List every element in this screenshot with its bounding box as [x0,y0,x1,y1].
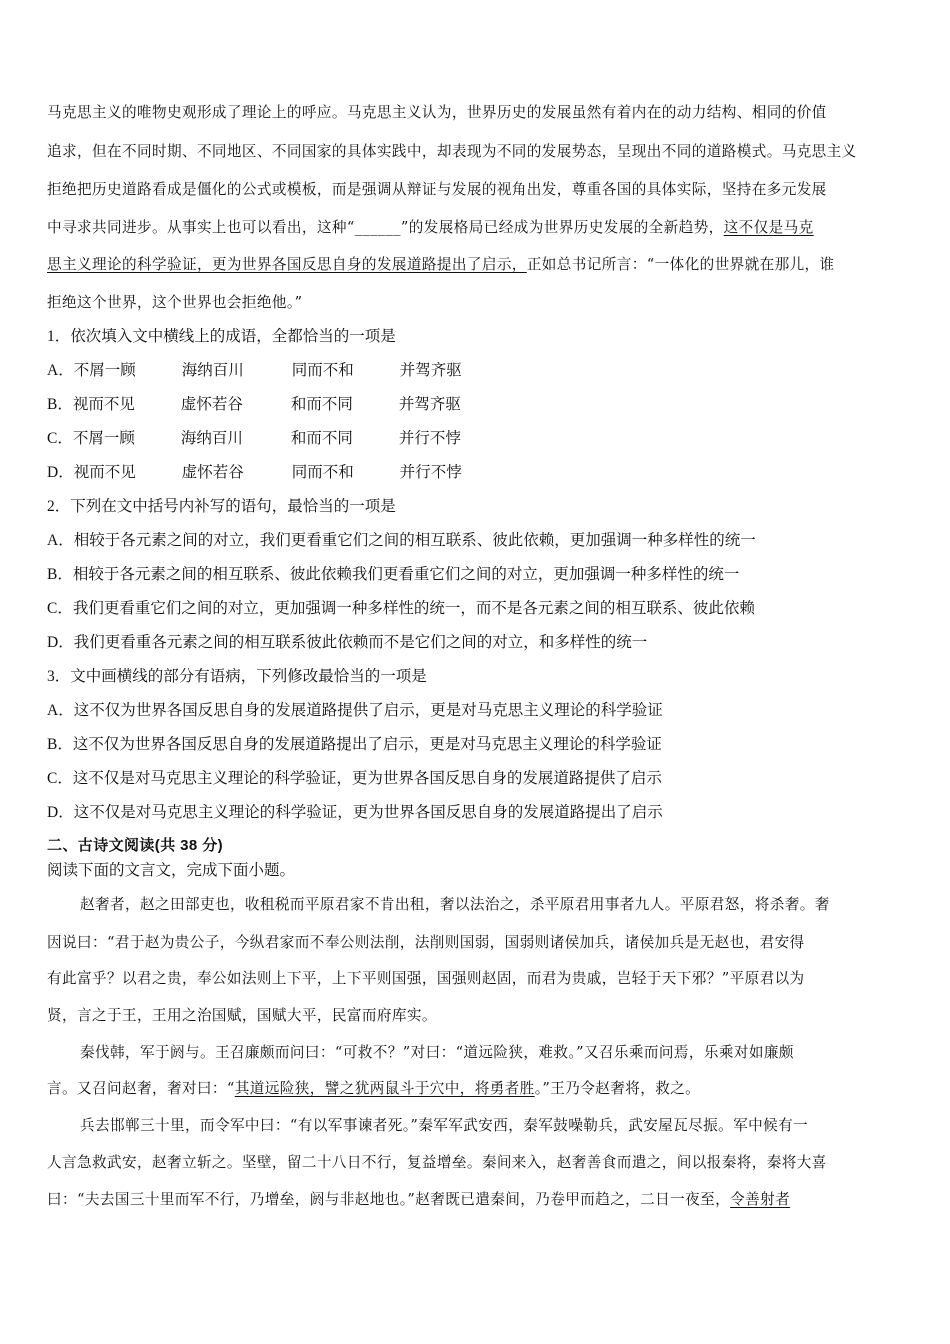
underlined-sentence: 这不仅是马克 [723,219,814,236]
q2-option-d: D．我们更看重各元素之间的相互联系彼此依赖而不是它们之间的对立，和多样性的统一 [47,634,648,651]
classical-line: 人言急救武安，赵奢立斩之。坚壁，留二十八日不行，复益增垒。秦间来入，赵奢善食而遣之，间以报秦将，秦将大喜 [47,1154,827,1171]
q3-option-b: B．这不仅为世界各国反思自身的发展道路提出了启示，更是对马克思主义理论的科学验证 [47,736,662,753]
q2-option-a: A．相较于各元素之间的对立，我们更看重它们之间的相互联系、彼此依赖，更加强调一种多样性的统一 [47,532,756,549]
q3-option-d: D．这不仅是对马克思主义理论的科学验证，更为世界各国反思自身的发展道路提出了启示 [47,804,663,821]
passage-line: 拒绝这个世界，这个世界也会拒绝他。” [47,294,303,311]
q2-option-b: B．相较于各元素之间的相互联系、彼此依赖我们更看重它们之间的对立，更加强调一种多样性的统一 [47,566,740,583]
q1-option-d: D．视而不见 虚怀若谷 同而不和 并行不悖 [47,464,462,481]
classical-line: 赵奢者，赵之田部吏也，收租税而平原君家不肯出租，奢以法治之，杀平原君用事者九人。平原君怒，将杀奢。奢 [80,896,830,913]
passage-line: 拒绝把历史道路看成是僵化的公式或模板，而是强调从辩证与发展的视角出发，尊重各国的具体实际，坚持在多元发展 [47,181,827,198]
q2-option-c: C．我们更看重它们之间的对立，更加强调一种多样性的统一，而不是各元素之间的相互联系、彼此依赖 [47,600,755,617]
q1-option-a: A．不屑一顾 海纳百川 同而不和 并驾齐驱 [47,362,462,379]
section-heading: 二、古诗文阅读(共 38 分) [47,837,224,854]
classical-line: 兵去邯郸三十里，而令军中曰：“有以军事谏者死。”秦军军武安西，秦军鼓噪勒兵，武安屋瓦尽振。军中候有一 [80,1117,809,1134]
q1-option-b: B．视而不见 虚怀若谷 和而不同 并驾齐驱 [47,396,461,413]
q3-option-a: A．这不仅为世界各国反思自身的发展道路提供了启示，更是对马克思主义理论的科学验证 [47,702,663,719]
section-intro: 阅读下面的文言文，完成下面小题。 [47,862,296,879]
passage-line: 思主义理论的科学验证，更为世界各国反思自身的发展道路提出了启示，正如总书记所言：“一体化的世界就在那儿，谁 [47,256,835,273]
classical-line: 有此富乎？以君之贵，奉公如法则上下平，上下平则国强，国强则赵固，而君为贵戚，岂轻于天下邪？”平原君以为 [47,970,805,987]
q1-option-c: C．不屑一顾 海纳百川 和而不同 并行不悖 [47,430,461,447]
question-3-stem: 3．文中画横线的部分有语病，下列修改最恰当的一项是 [47,668,427,685]
underlined-sentence: 令善射者 [730,1191,791,1208]
passage-line: 中寻求共同进步。从事实上也可以看出，这种“______”的发展格局已经成为世界历史发展的全新趋势，这不仅是马克 [47,219,814,236]
underlined-sentence: 思主义理论的科学验证，更为世界各国反思自身的发展道路提出了启示， [47,256,527,273]
classical-line: 因说曰：“君于赵为贵公子，今纵君家而不奉公则法削，法削则国弱，国弱则诸侯加兵，诸侯加兵是无赵也，君安得 [47,934,805,951]
classical-line: 贤，言之于王，王用之治国赋，国赋大平，民富而府库实。 [47,1007,437,1024]
passage-line: 马克思主义的唯物史观形成了理论上的呼应。马克思主义认为，世界历史的发展虽然有着内在的动力结构、相同的价值 [47,104,827,121]
question-2-stem: 2．下列在文中括号内补写的语句，最恰当的一项是 [47,498,396,515]
question-1-stem: 1．依次填入文中横线上的成语，全都恰当的一项是 [47,328,396,345]
q3-option-c: C．这不仅是对马克思主义理论的科学验证，更为世界各国反思自身的发展道路提供了启示 [47,770,662,787]
underlined-sentence: 其道远险狭，譬之犹两鼠斗于穴中，将勇者胜 [234,1080,535,1097]
classical-line: 秦伐韩，军于阏与。王召廉颇而问曰：“可救不？”对曰：“道远险狭，难救。”又召乐乘而问焉，乐乘对如廉颇 [80,1044,794,1061]
passage-line: 追求，但在不同时期、不同地区、不同国家的具体实践中，却表现为不同的发展势态，呈现出不同的道路模式。马克思主义 [47,143,857,160]
classical-line: 曰：“夫去国三十里而军不行，乃增垒，阏与非赵地也。”赵奢既已遣秦间，乃卷甲而趋之，二日一夜至，令善射者 [47,1191,791,1208]
classical-line: 言。又召问赵奢，奢对曰：“其道远险狭，譬之犹两鼠斗于穴中，将勇者胜。”王乃令赵奢将，救之。 [47,1080,701,1097]
